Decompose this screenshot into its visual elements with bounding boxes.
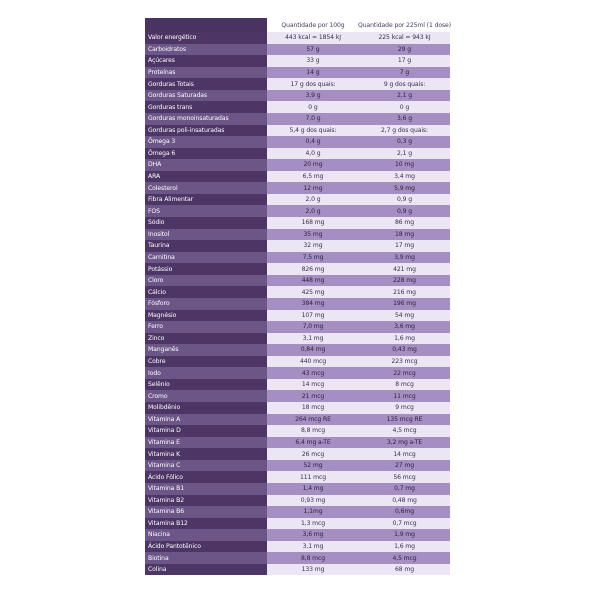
value-per-dose: 18 mg <box>359 229 450 241</box>
value-per-100g: 3,1 mg <box>267 541 359 553</box>
nutrient-name: Vitamina K <box>145 448 267 460</box>
nutrient-name: Vitamina B2 <box>145 495 267 507</box>
value-per-100g: 43 mcg <box>267 367 359 379</box>
nutrient-name: Zinco <box>145 333 267 345</box>
nutrient-name: Fibra Alimentar <box>145 194 267 206</box>
nutrient-name: Carnitina <box>145 252 267 264</box>
nutrient-name: Inositol <box>145 229 267 241</box>
value-per-dose: 3,9 mg <box>359 252 450 264</box>
value-per-dose: 5,9 mg <box>359 182 450 194</box>
value-per-100g: 14 mcg <box>267 379 359 391</box>
value-per-100g: 18 mcg <box>267 402 359 414</box>
value-per-100g: 7,0 g <box>267 113 359 125</box>
value-per-100g: 2,0 g <box>267 194 359 206</box>
nutrient-name: Gorduras Totais <box>145 78 267 90</box>
value-per-dose: 421 mg <box>359 263 450 275</box>
value-per-dose: 0 g <box>359 101 450 113</box>
value-per-100g: 35 mg <box>267 229 359 241</box>
nutrient-name: Sódio <box>145 217 267 229</box>
value-per-dose: 68 mg <box>359 564 450 576</box>
value-per-dose: 0,9 g <box>359 194 450 206</box>
nutrient-name: Valor energético <box>145 32 267 44</box>
value-per-dose: 0,7 mcg <box>359 518 450 530</box>
value-per-100g: 264 mcg RE <box>267 414 359 426</box>
nutrient-name: Vitamina B1 <box>145 483 267 495</box>
value-per-dose: 7 g <box>359 67 450 79</box>
value-per-dose: 0,48 mg <box>359 495 450 507</box>
value-per-dose: 1,6 mg <box>359 333 450 345</box>
nutrient-name: Ômega 3 <box>145 136 267 148</box>
value-per-dose: 225 kcal = 943 kJ <box>359 32 450 44</box>
nutrient-name: Magnésio <box>145 310 267 322</box>
nutrient-name: Proteínas <box>145 67 267 79</box>
nutrient-name: Potássio <box>145 263 267 275</box>
nutrient-name: Açúcares <box>145 55 267 67</box>
nutrient-name: Ácido Pantotênico <box>145 541 267 553</box>
value-per-100g: 4,0 g <box>267 148 359 160</box>
value-per-100g: 17 g dos quais: <box>267 78 359 90</box>
nutrient-name: Cloro <box>145 275 267 287</box>
value-per-dose: 1,6 mg <box>359 541 450 553</box>
nutrient-name: Cobre <box>145 356 267 368</box>
value-per-100g: 133 mg <box>267 564 359 576</box>
value-per-100g: 440 mcg <box>267 356 359 368</box>
value-per-dose: 4,5 mcg <box>359 552 450 564</box>
nutrient-name: Gorduras trans <box>145 101 267 113</box>
value-per-dose: 2,1 g <box>359 148 450 160</box>
value-per-dose: 9 mcg <box>359 402 450 414</box>
value-per-100g: 0,4 g <box>267 136 359 148</box>
value-per-dose: 2,1 g <box>359 90 450 102</box>
value-per-dose: 0,3 g <box>359 136 450 148</box>
value-per-100g: 425 mg <box>267 286 359 298</box>
value-per-100g: 8,8 mcg <box>267 425 359 437</box>
value-per-100g: 52 mg <box>267 460 359 472</box>
value-per-100g: 0,93 mg <box>267 495 359 507</box>
nutrient-name: Vitamina B12 <box>145 518 267 530</box>
value-per-100g: 20 mg <box>267 159 359 171</box>
value-per-100g: 7,5 mg <box>267 252 359 264</box>
nutrient-name: Ácido Fólico <box>145 471 267 483</box>
value-per-100g: 107 mg <box>267 310 359 322</box>
value-per-dose: 3,4 mg <box>359 171 450 183</box>
value-per-dose: 216 mg <box>359 286 450 298</box>
value-per-dose: 27 mg <box>359 460 450 472</box>
value-per-100g: 1,4 mg <box>267 483 359 495</box>
value-per-dose: 9 g dos quais: <box>359 78 450 90</box>
value-per-100g: 14 g <box>267 67 359 79</box>
nutrient-name: Biotina <box>145 552 267 564</box>
value-per-100g: 57 g <box>267 44 359 56</box>
nutrient-name: Vitamina A <box>145 414 267 426</box>
value-per-dose: 8 mcg <box>359 379 450 391</box>
header-label-cell <box>145 18 267 32</box>
value-per-100g: 384 mg <box>267 298 359 310</box>
nutrient-name: Vitamina B6 <box>145 506 267 518</box>
nutrient-name: Niacina <box>145 529 267 541</box>
nutrient-name: Vitamina E <box>145 437 267 449</box>
value-per-dose: 14 mcg <box>359 448 450 460</box>
nutrient-name: Carboidratos <box>145 44 267 56</box>
nutrient-name: Iodo <box>145 367 267 379</box>
value-per-100g: 1,1mg <box>267 506 359 518</box>
nutrient-name: Cálcio <box>145 286 267 298</box>
value-per-100g: 3,1 mg <box>267 333 359 345</box>
value-per-100g: 8,8 mcg <box>267 552 359 564</box>
value-per-100g: 6,5 mg <box>267 171 359 183</box>
nutrient-name: Colina <box>145 564 267 576</box>
nutrient-name: Gorduras Saturadas <box>145 90 267 102</box>
value-per-dose: 0,7 mg <box>359 483 450 495</box>
value-per-100g: 5,4 g dos quais: <box>267 125 359 137</box>
value-per-dose: 17 g <box>359 55 450 67</box>
value-per-100g: 6,4 mg a-TE <box>267 437 359 449</box>
value-per-100g: 21 mcg <box>267 390 359 402</box>
value-per-dose: 4,5 mcg <box>359 425 450 437</box>
value-per-100g: 7,0 mg <box>267 321 359 333</box>
nutrient-name: Taurina <box>145 240 267 252</box>
value-per-dose: 0,43 mg <box>359 344 450 356</box>
value-per-100g: 32 mg <box>267 240 359 252</box>
value-per-dose: 1,9 mg <box>359 529 450 541</box>
nutrient-name: Selênio <box>145 379 267 391</box>
nutrient-name: Vitamina C <box>145 460 267 472</box>
value-per-dose: 11 mcg <box>359 390 450 402</box>
value-per-dose: 3,2 mg a-TE <box>359 437 450 449</box>
value-per-100g: 443 kcal = 1854 kJ <box>267 32 359 44</box>
nutrient-name: Molibdênio <box>145 402 267 414</box>
value-per-dose: 54 mg <box>359 310 450 322</box>
value-per-dose: 0,9 g <box>359 205 450 217</box>
nutrient-name: Cromo <box>145 390 267 402</box>
value-per-dose: 0,6mg <box>359 506 450 518</box>
value-per-100g: 1,3 mcg <box>267 518 359 530</box>
value-per-dose: 3,6 mg <box>359 321 450 333</box>
nutrient-name: Colesterol <box>145 182 267 194</box>
value-per-100g: 3,6 mg <box>267 529 359 541</box>
nutrient-name: ARA <box>145 171 267 183</box>
header-per-100g: Quantidade por 100g <box>267 18 359 32</box>
value-per-100g: 826 mg <box>267 263 359 275</box>
nutrient-name: DHA <box>145 159 267 171</box>
nutrient-name: Gorduras monoinsaturadas <box>145 113 267 125</box>
nutrient-name: Ômega 6 <box>145 148 267 160</box>
nutrient-name: Fósforo <box>145 298 267 310</box>
value-per-dose: 228 mg <box>359 275 450 287</box>
value-per-100g: 168 mg <box>267 217 359 229</box>
value-per-100g: 0,84 mg <box>267 344 359 356</box>
value-per-dose: 17 mg <box>359 240 450 252</box>
nutrient-name: Manganês <box>145 344 267 356</box>
value-per-dose: 196 mg <box>359 298 450 310</box>
value-per-dose: 223 mcg <box>359 356 450 368</box>
value-per-dose: 56 mcg <box>359 471 450 483</box>
value-per-dose: 22 mcg <box>359 367 450 379</box>
nutrient-name: Ferro <box>145 321 267 333</box>
value-per-dose: 10 mg <box>359 159 450 171</box>
value-per-dose: 86 mg <box>359 217 450 229</box>
value-per-100g: 3,9 g <box>267 90 359 102</box>
value-per-100g: 12 mg <box>267 182 359 194</box>
nutrient-name: Gorduras poli-insaturadas <box>145 125 267 137</box>
header-per-dose: Quantidade por 225ml (1 dose) <box>359 18 450 32</box>
value-per-100g: 448 mg <box>267 275 359 287</box>
nutrient-name: Vitamina D <box>145 425 267 437</box>
value-per-100g: 0 g <box>267 101 359 113</box>
value-per-dose: 135 mcg RE <box>359 414 450 426</box>
value-per-dose: 29 g <box>359 44 450 56</box>
value-per-100g: 111 mcg <box>267 471 359 483</box>
value-per-100g: 33 g <box>267 55 359 67</box>
value-per-dose: 3,6 g <box>359 113 450 125</box>
nutrition-table <box>145 18 450 575</box>
value-per-dose: 2,7 g dos quais: <box>359 125 450 137</box>
value-per-100g: 26 mcg <box>267 448 359 460</box>
nutrient-name: FOS <box>145 205 267 217</box>
value-per-100g: 2,0 g <box>267 205 359 217</box>
